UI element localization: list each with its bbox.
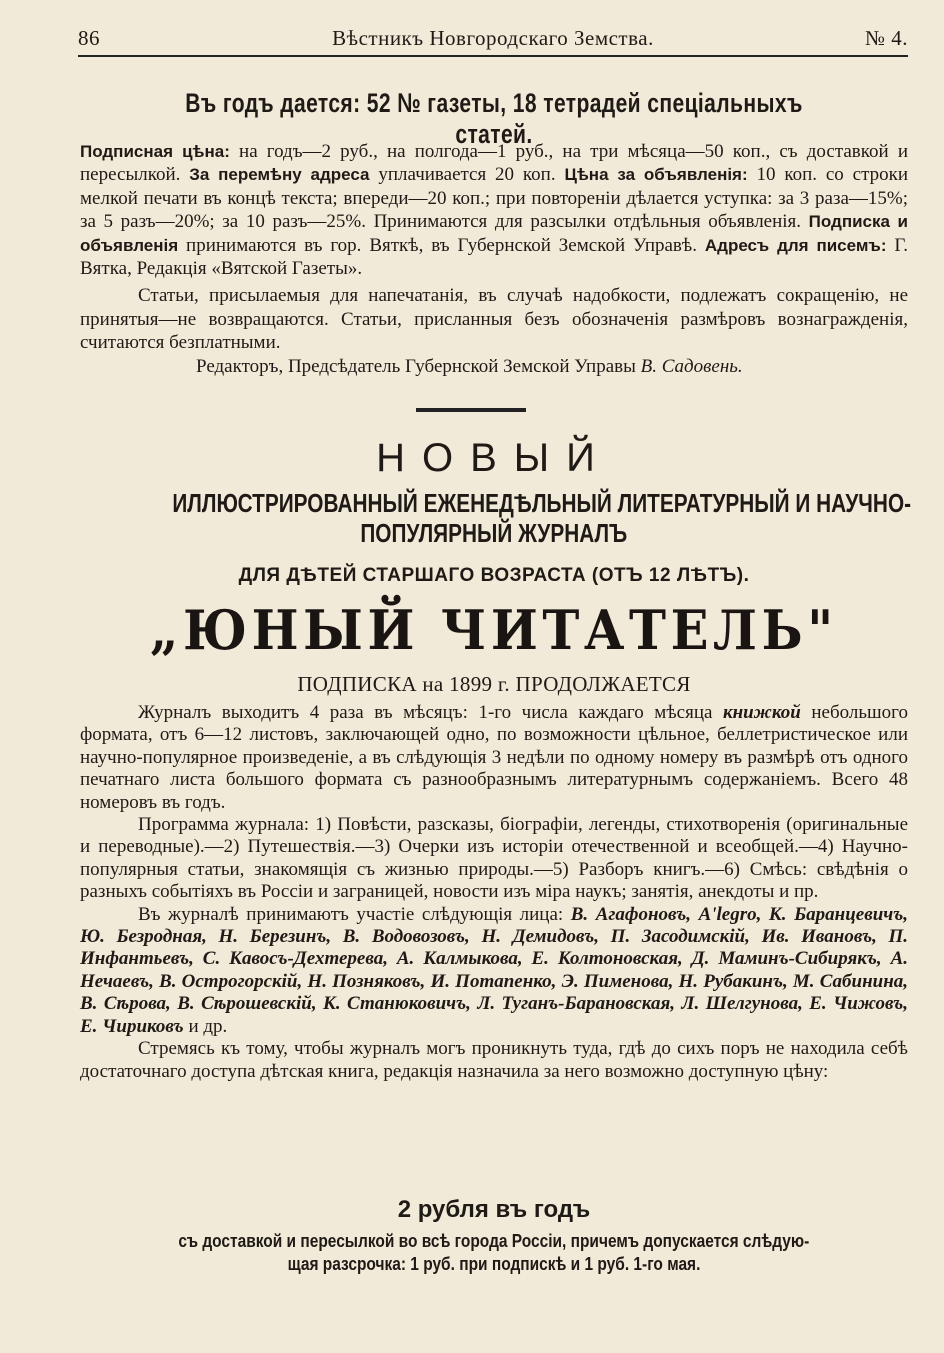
page-number: 86 (78, 26, 100, 50)
journal-subtitle: ИЛЛЮСТРИРОВАННЫЙ ЕЖЕНЕДѢЛЬНЫЙ ЛИТЕРАТУРНЫЙ И НАУЧНО- ПОПУЛЯРНЫЙ ЖУРНАЛЪ (172, 488, 912, 548)
journal-title: Вѣстникъ Новгородскаго Земства. (332, 26, 654, 50)
ad1-headline: Въ годъ дается: 52 № газеты, 18 тетрадей спеціальныхъ статей. (185, 88, 803, 149)
paragraph-program: Программа журнала: 1) Повѣсти, разсказы, біографіи, легенды, стихотворенія (оригинальные и переводные).—2) Путешествія.—3) Очерки изъ исторіи отечественной и всеобщей.—4) Научно-популярныя статьи, знакомящія съ жизнью природы.—5) Разборъ книгъ.—6) Смѣсь: свѣдѣнія о разныхъ событіяхъ въ Россіи и заграницей, новости изъ міра наукъ; занятія, анекдоты и пр. (80, 814, 908, 903)
section-divider (416, 408, 526, 412)
editor-line: Редакторъ, Предсѣдатель Губернской Земской Управы В. Садовень. (196, 355, 743, 377)
paragraph-contributors: Въ журналѣ принимаютъ участіе слѣдующія лица: В. Агафоновъ, A'legro, К. Баранцевичъ, Ю. Безродная, Н. Березинъ, В. Водовозовъ, Н. Демидовъ, П. Засодимскій, Ив. Ивановъ, П. Инфантьевъ, С. Кавосъ-Дехтерева, А. Калмыкова, Е. Колтоновская, Д. Маминъ-Сибирякъ, А. Нечаевъ, В. Острогорскій, Н. Позняковъ, И. Потапенко, Э. Пименова, Н. Рубакинъ, М. Сабинина, В. Сѣрова, В. Сѣрошевскій, К. Станюковичъ, Л. Туганъ-Барановская, Л. Шелгунова, Е. Чижовъ, Е. Чириковъ и др. (80, 903, 909, 1037)
ad1-body (80, 140, 908, 378)
running-header (78, 26, 908, 56)
price-line: 2 рубля въ годъ (397, 1196, 591, 1223)
header-rule (78, 55, 908, 57)
new-label: НОВЫЙ (376, 436, 612, 480)
ad2-body (80, 702, 908, 1083)
price-paragraph: Подписная цѣна: на годъ—2 руб., на полгода—1 руб., на три мѣсяца—50 коп., съ доставкой и пересылкой. За перемѣну адреса уплачивается 20 коп. Цѣна за объявленія: 10 коп. со строки мелкой печати въ концѣ текста; впереди—20 коп.; при повтореніи дѣлается уступка: за 3 раза—15%; за 5 разъ—20%; за 10 разъ—25%. Принимаются для разсылки отдѣльныя объявленія. Подписка и объявленія принимаются въ гор. Вяткѣ, въ Губернской Земской Управѣ. Адресъ для писемъ: Г. Вятка, Редакція «Вятской Газеты». (80, 141, 909, 280)
articles-note: Статьи, присылаемыя для напечатанія, въ случаѣ надобкости, подлежатъ сокращенію, не принятыя—не возвращаются. Статьи, присланныя безъ обозначенія размѣровъ вознагражденія, считаются безплатными. (80, 285, 908, 354)
paragraph-price-intro: Стремясь къ тому, чтобы журналъ могъ проникнуть туда, гдѣ до сихъ поръ не находила себѣ достаточнаго доступа дѣтская книга, редакція назначила за него возможно доступную цѣну: (80, 1038, 908, 1082)
audience-line: ДЛЯ ДѢТЕЙ СТАРШАГО ВОЗРАСТА (ОТЪ 12 ЛѢТЪ). (238, 565, 750, 586)
issue-number: № 4. (864, 26, 908, 50)
paragraph-format: Журналъ выходитъ 4 раза въ мѣсяцъ: 1-го числа каждаго мѣсяца книжкой небольшого формата, отъ 6—12 листовъ, заключающей одно, по возможности цѣльное, беллетристическое или научно-популярное произведеніе, а въ слѣдующія 3 недѣли по одному номеру въ размѣрѣ отъ одного печатнаго листа большого формата съ разнообразнымъ литературнымъ содержаніемъ. Всего 48 номеровъ въ годъ. (80, 702, 908, 813)
subscription-line: ПОДПИСКА на 1899 г. ПРОДОЛЖАЕТСЯ (297, 672, 691, 696)
payment-terms: съ доставкой и пересылкой во всѣ города Россіи, причемъ допускается слѣдую- щая разсрочка: 1 руб. при подпискѣ и 1 руб. 1-го мая. (178, 1231, 810, 1274)
masthead-logo: „ЮНЫЙ ЧИТАТЕЛЬ" (150, 598, 838, 662)
